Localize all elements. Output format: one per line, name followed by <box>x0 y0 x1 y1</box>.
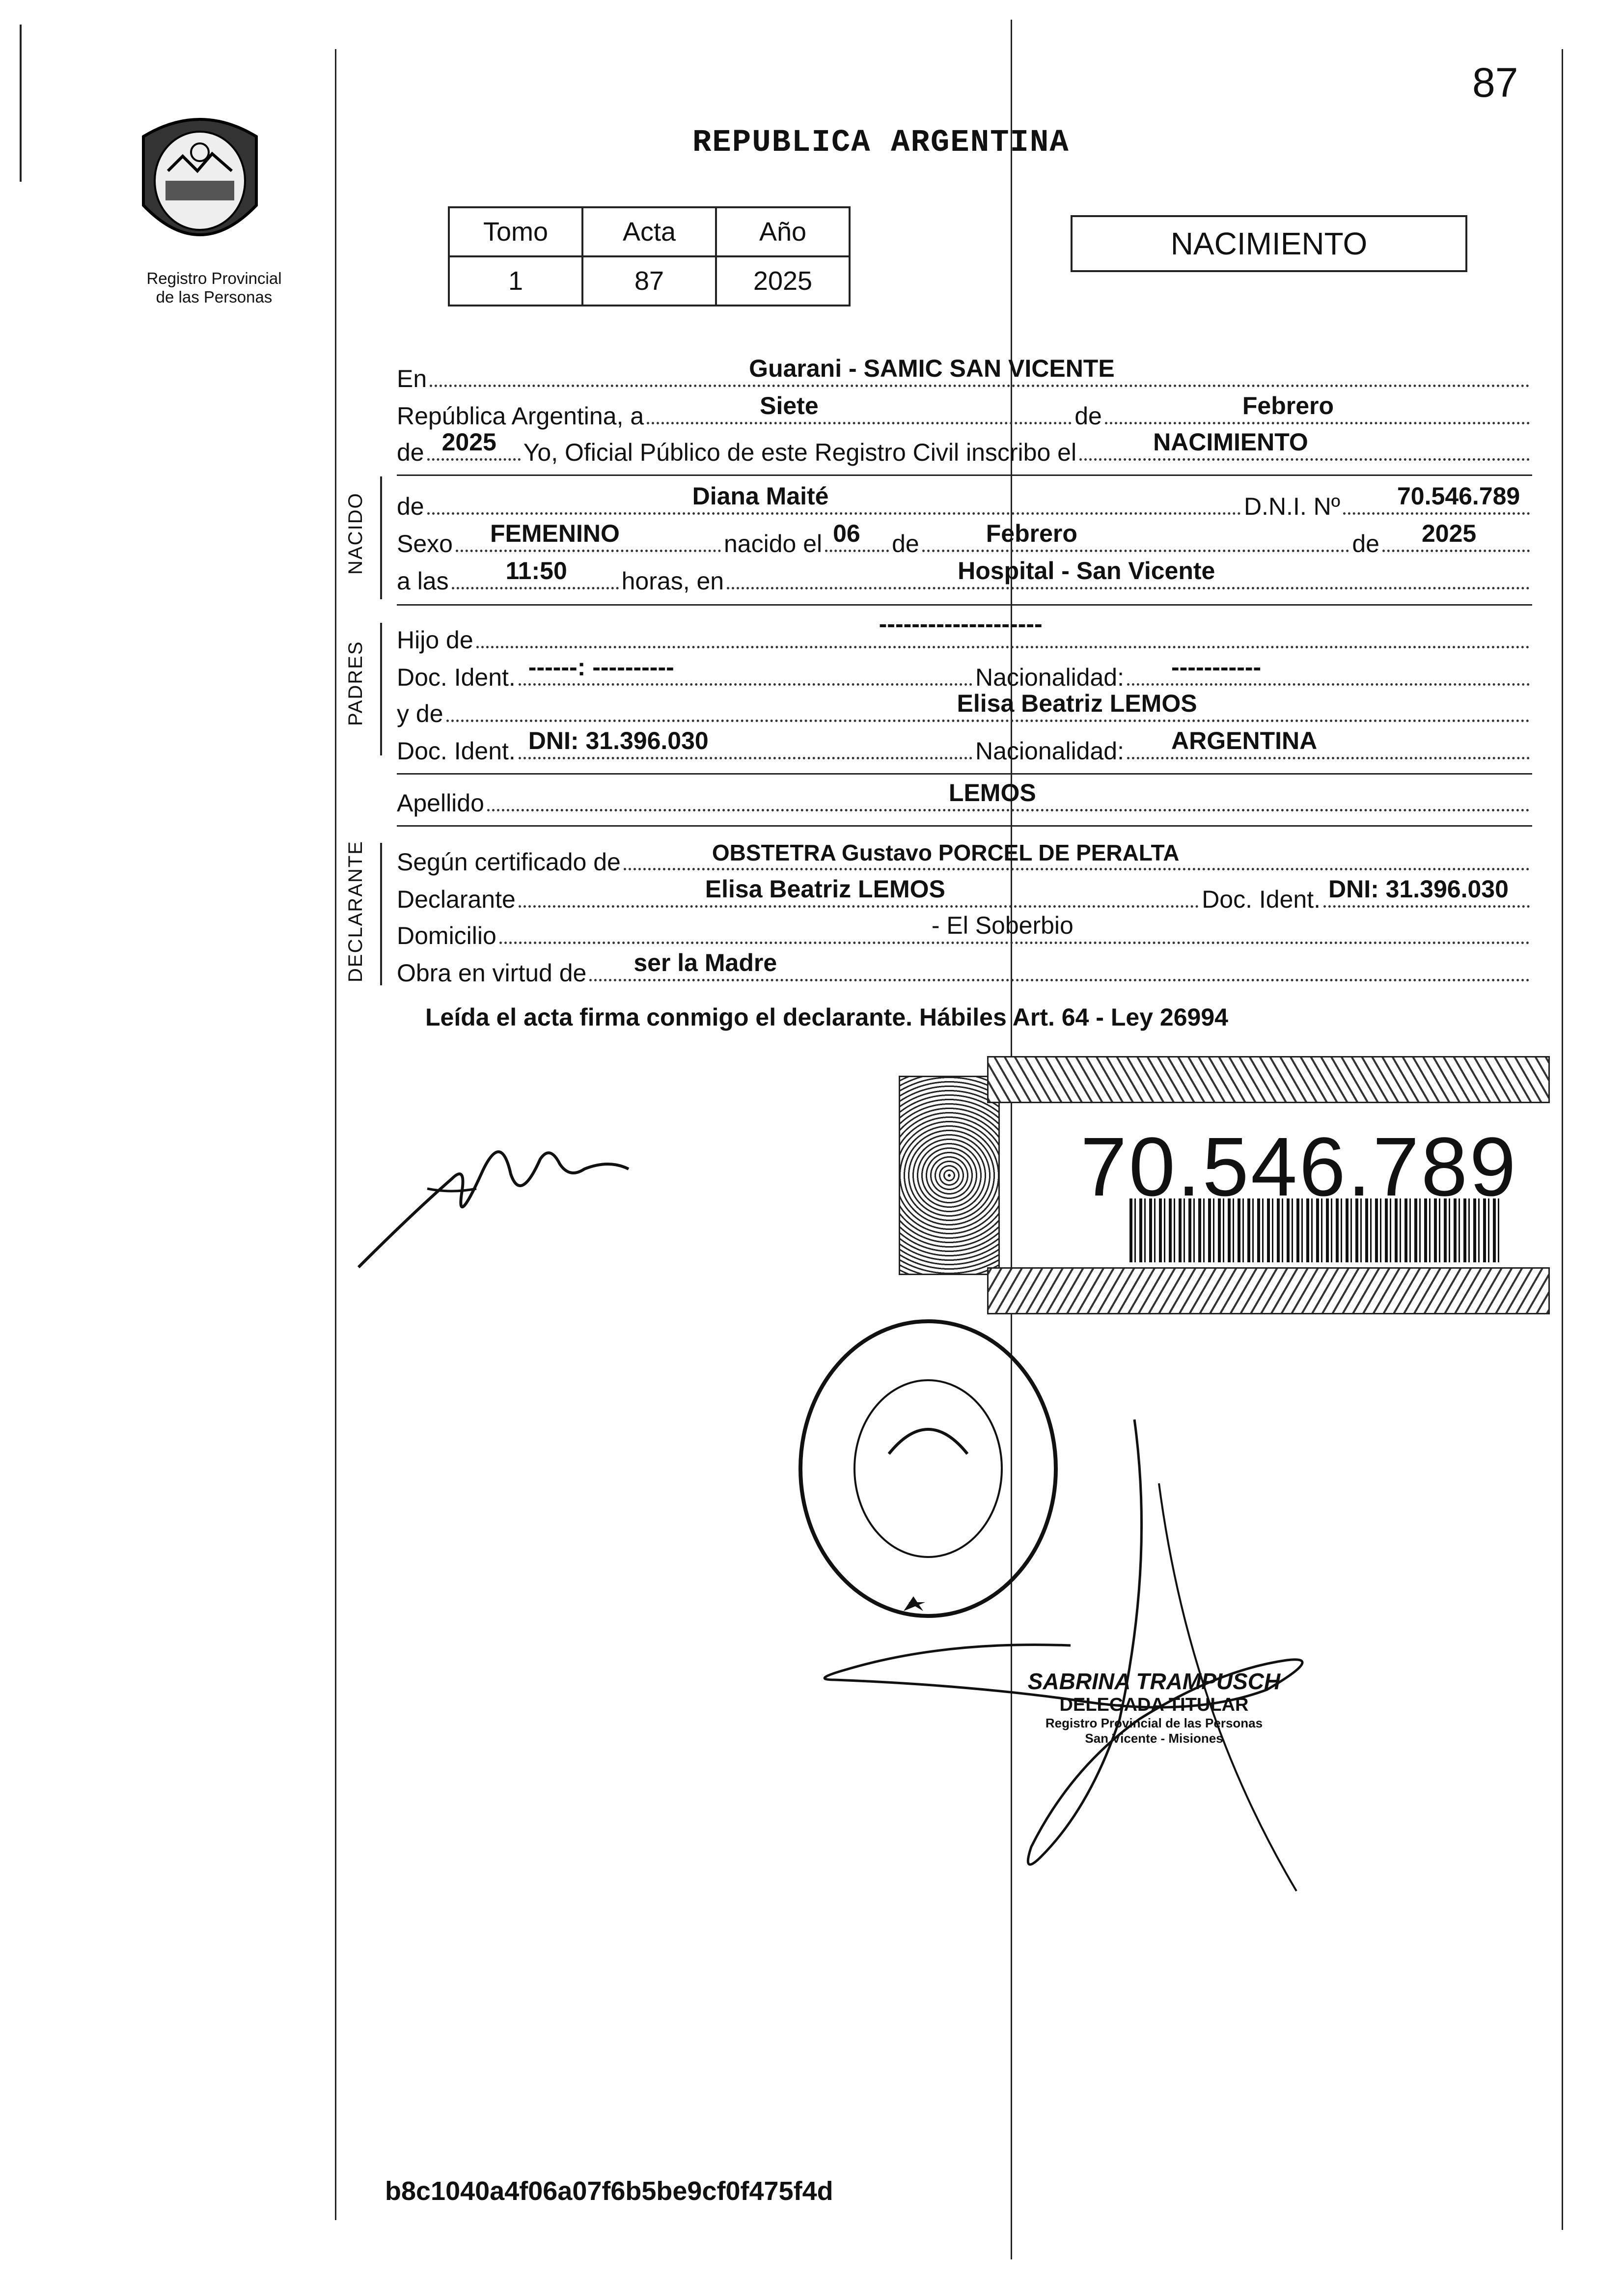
value-doc-madre: DNI: 31.396.030 <box>528 727 709 754</box>
binding-rule <box>335 49 336 2220</box>
value-doc-declarante: DNI: 31.396.030 <box>1328 875 1509 903</box>
label-apellido: Apellido <box>397 789 484 817</box>
row-hijo-de <box>397 610 1533 654</box>
value-father: -------------------- <box>879 610 1043 638</box>
header-acta: Acta <box>582 207 716 256</box>
field-nac-padre <box>1127 653 1530 686</box>
value-certificado: OBSTETRA Gustavo PORCEL DE PERALTA <box>712 840 1180 865</box>
section-label-declarant: DECLARANTE <box>345 840 366 982</box>
row-doc-padre <box>397 653 1533 692</box>
value-birth-month: Febrero <box>986 520 1077 547</box>
row-certificado <box>397 842 1533 876</box>
security-pattern <box>899 1076 1000 1275</box>
divider-3 <box>397 773 1532 775</box>
value-domicilio: - El Soberbio <box>931 912 1073 939</box>
value-name: Diana Maité <box>692 482 829 510</box>
value-en: Guarani - SAMIC SAN VICENTE <box>749 355 1115 382</box>
field-father <box>476 610 1530 648</box>
field-mother <box>446 690 1530 722</box>
value-dni: 70.546.789 <box>1397 482 1520 510</box>
field-certificado <box>624 840 1530 870</box>
registry-logo <box>129 107 271 264</box>
field-dni <box>1343 482 1530 515</box>
label-y-de: y de <box>397 700 443 727</box>
field-obra <box>589 949 1530 981</box>
label-nac-madre: Nacionalidad: <box>975 737 1124 765</box>
field-en <box>430 355 1530 387</box>
row-y-de <box>397 690 1533 728</box>
value-hora: 11:50 <box>505 557 567 584</box>
label-certificado: Según certificado de <box>397 848 621 876</box>
field-apellido <box>487 779 1530 811</box>
row-declarante <box>397 875 1533 914</box>
misiones-province-seal-icon <box>129 107 271 264</box>
value-day: Siete <box>760 392 819 419</box>
field-doc-madre <box>519 727 972 759</box>
field-birth-day <box>825 520 889 552</box>
document-heading: REPUBLICA ARGENTINA <box>692 125 1070 161</box>
label-declarante: Declarante <box>397 886 516 913</box>
value-tomo: 1 <box>449 256 582 306</box>
field-place <box>727 557 1530 589</box>
page-number: 87 <box>1472 59 1518 106</box>
value-apellido: LEMOS <box>948 779 1036 807</box>
official-line4: San Vicente - Misiones <box>1085 1731 1223 1746</box>
row-republica <box>397 392 1533 430</box>
id-sticker-number: 70.546.789 <box>1080 1120 1518 1214</box>
divider-4 <box>397 825 1532 827</box>
official-signature-icon <box>815 1415 1326 1906</box>
signature-icon <box>354 1115 658 1277</box>
value-acta: 87 <box>582 256 716 306</box>
label-inscribo: Yo, Oficial Público de este Registro Civil inscribo el <box>523 439 1077 466</box>
label-sexo: Sexo <box>397 530 453 557</box>
value-place: Hospital - San Vicente <box>958 557 1215 584</box>
label-nacido-el: nacido el <box>723 530 823 557</box>
label-obra: Obra en virtud de <box>397 959 587 987</box>
right-margin-rule <box>1562 49 1563 2230</box>
row-doc-madre <box>397 727 1533 765</box>
label-domicilio: Domicilio <box>397 922 496 949</box>
document-hash: b8c1040a4f06a07f6b5be9cf0f475f4d <box>385 2176 833 2206</box>
field-hora <box>452 557 619 589</box>
section-label-parents: PADRES <box>345 640 366 726</box>
record-type-box: NACIMIENTO <box>1071 215 1467 272</box>
born-section-bar <box>380 476 382 599</box>
field-day <box>647 392 1072 424</box>
label-doc-padre: Doc. Ident. <box>397 664 516 691</box>
row-domicilio <box>397 912 1533 950</box>
label-a-las: a las <box>397 567 449 595</box>
value-birth-year: 2025 <box>1422 520 1477 547</box>
value-month: Febrero <box>1242 392 1334 419</box>
reference-header-row <box>449 207 850 256</box>
label-republica: República Argentina, a <box>397 402 644 430</box>
field-birth-month <box>922 520 1349 552</box>
field-name <box>427 482 1241 515</box>
label-dni: D.N.I. Nº <box>1243 493 1340 520</box>
value-year: 2025 <box>441 428 496 456</box>
label-nac-padre: Nacionalidad: <box>975 664 1124 691</box>
field-declarante <box>519 875 1199 908</box>
label-doc-madre: Doc. Ident. <box>397 737 516 765</box>
value-anio: 2025 <box>716 256 850 306</box>
section-label-born: NACIDO <box>345 492 366 575</box>
field-domicilio <box>499 912 1530 944</box>
guilloche-top <box>987 1056 1550 1103</box>
official-name: SABRINA TRAMPUSCH <box>1027 1669 1281 1694</box>
header-tomo: Tomo <box>449 207 582 256</box>
value-birth-day: 06 <box>833 520 860 547</box>
field-doc-declarante <box>1323 875 1530 908</box>
reference-value-row <box>449 256 850 306</box>
reference-table <box>448 206 851 306</box>
value-doc-padre: ------: ---------- <box>528 653 674 681</box>
label-doc-declarante: Doc. Ident. <box>1202 886 1321 913</box>
row-apellido <box>397 779 1533 817</box>
value-declarante: Elisa Beatriz LEMOS <box>705 875 945 903</box>
parents-section-bar <box>380 623 382 755</box>
row-sexo <box>397 520 1533 558</box>
divider-1 <box>397 474 1532 476</box>
declarant-section-bar <box>380 843 382 985</box>
legal-note: Leída el acta firma conmigo el declarante. Hábiles Art. 64 - Ley 26994 <box>425 1003 1228 1031</box>
row-obra <box>397 949 1533 987</box>
label-de-2: de <box>1352 530 1379 557</box>
label-horas-en: horas, en <box>621 567 724 595</box>
label-hijo-de: Hijo de <box>397 626 473 654</box>
label-nacido-de: de <box>397 493 424 520</box>
field-record <box>1079 428 1530 461</box>
row-en <box>397 355 1533 393</box>
field-birth-year <box>1382 520 1530 552</box>
field-sexo <box>456 520 721 552</box>
row-hora <box>397 557 1533 595</box>
value-nac-padre: ----------- <box>1171 653 1262 681</box>
official-title: DELEGADA TITULAR <box>1059 1695 1249 1715</box>
guilloche-bottom <box>987 1267 1550 1314</box>
value-nac-madre: ARGENTINA <box>1171 727 1318 754</box>
left-margin-rule <box>20 25 22 182</box>
field-doc-padre <box>519 653 972 686</box>
row-year <box>397 428 1533 467</box>
value-sexo: FEMENINO <box>490 520 620 547</box>
label-de-year: de <box>397 439 424 466</box>
label-de-1: de <box>892 530 919 557</box>
header-anio: Año <box>716 207 850 256</box>
value-obra: ser la Madre <box>633 949 777 976</box>
field-month <box>1105 392 1530 424</box>
field-nac-madre <box>1127 727 1530 759</box>
value-mother: Elisa Beatriz LEMOS <box>957 690 1197 717</box>
value-record: NACIMIENTO <box>1153 428 1308 456</box>
label-de-month: de <box>1074 402 1102 430</box>
divider-2 <box>397 604 1532 606</box>
label-en: En <box>397 365 427 392</box>
official-line3: Registro Provincial de las Personas <box>1045 1716 1263 1730</box>
row-nacido-de <box>397 482 1533 521</box>
registry-caption: Registro Provincial de las Personas <box>146 269 282 306</box>
field-year <box>427 428 521 461</box>
